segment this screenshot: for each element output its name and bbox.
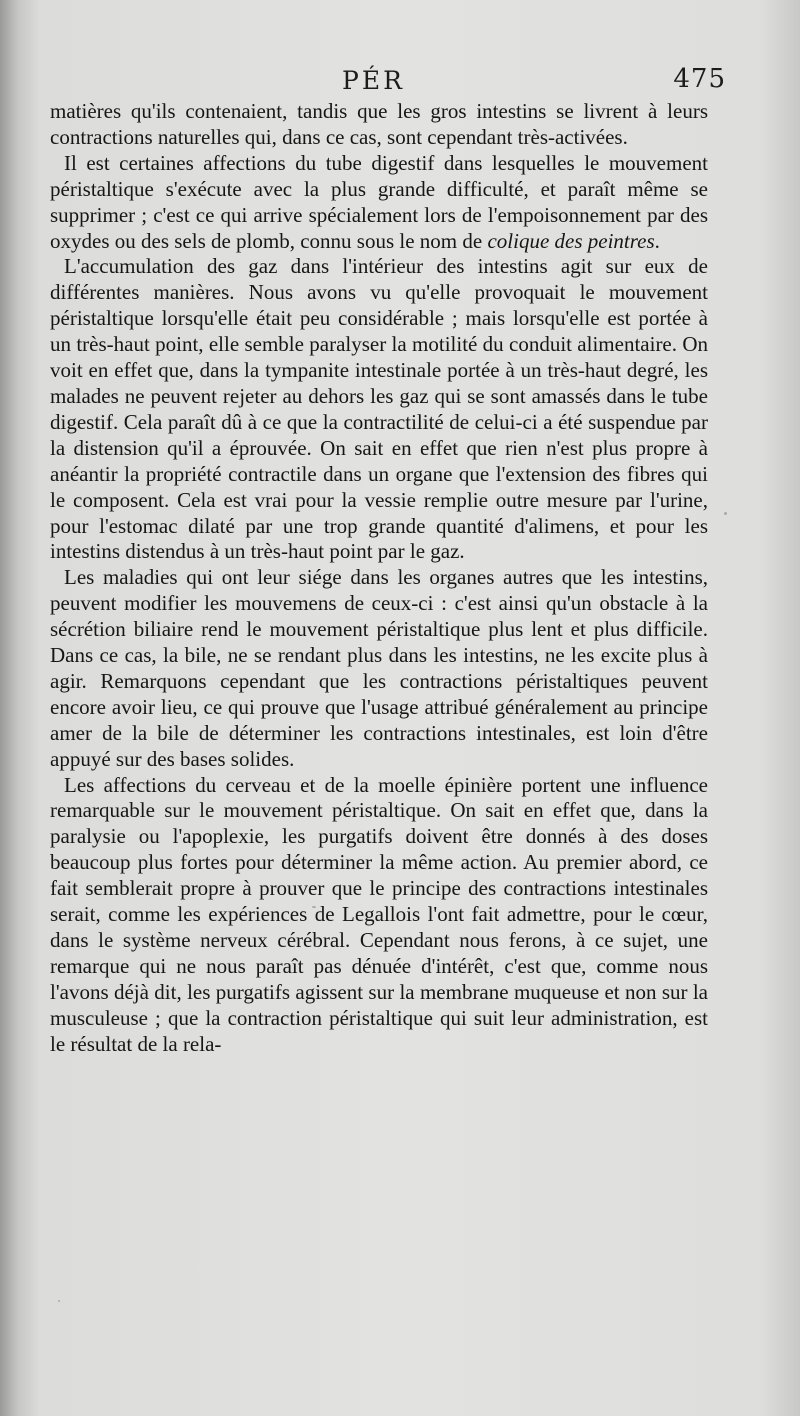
paragraph-2 [50,151,708,255]
running-head: PÉR [342,66,405,95]
ink-speck [312,906,316,908]
paragraph-5: Les affections du cerveau et de la moelle épinière portent une influence remarquable sur le mouvement péristaltique. On sait en effet que, dans la paralysie ou l'apoplexie, les purgatifs doivent être donnés à des doses beaucoup plus fortes pour déterminer la même action. Au premier abord, ce fait semblerait propre à prouver que le principe des contractions intestinales serait, comme les expériences de Legallois l'ont fait admettre, pour le cœur, dans le système nerveux cérébral. Cependant nous ferons, à ce sujet, une remarque qui ne nous paraît pas dénuée d'intérêt, c'est que, comme nous l'avons déjà dit, les purgatifs agissent sur la membrane muqueuse et non sur la musculeuse ; que la contraction péristaltique qui suit leur administration, est le résultat de la rela- [50,772,708,1056]
page-number: 475 [673,64,726,94]
page-header [50,62,726,98]
paragraph-1: matières qu'ils contenaient, tandis que les gros intestins se livrent à leurs contractions naturelles qui, dans ce cas, sont cependant très-activées. [50,99,708,149]
ink-speck [724,512,727,515]
paragraph-4: Les maladies qui ont leur siége dans les organes autres que les intestins, peuvent modifier les mouvemens de ceux-ci : c'est ainsi qu'un obstacle à la sécrétion biliaire rend le mouvement péristaltique plus lent et plus difficile. Dans ce cas, la bile, ne se rendant plus dans les intestins, ne les excite plus à agir. Remarquons cependant que les contractions péristaltiques peuvent encore avoir lieu, ce qui prouve que l'usage attribué généralement au principe amer de la bile de déterminer les contractions intestinales, est loin d'être appuyé sur des bases solides. [50,565,708,771]
paragraph-2-text: Il est certaines affections du tube digestif dans lesquelles le mouvement péristaltique s'exécute avec la plus grande difficulté, et paraît même se supprimer ; c'est ce qui arrive spécialement lors de l'empoisonnement par des oxydes ou des sels de plomb, connu sous le nom de [50,150,708,253]
paragraph-3: L'accumulation des gaz dans l'intérieur des intestins agit sur eux de différentes manières. Nous avons vu qu'elle provoquait le mouvement péristaltique lorsqu'elle était peu considérable ; mais lorsqu'elle est portée à un très-haut point, elle semble paralyser la motilité du conduit alimentaire. On voit en effet que, dans la tympanite intestinale portée à un très-haut degré, les malades ne peuvent rejeter au dehors les gaz qui se sont amassés dans le tube digestif. Cela paraît dû à ce que la contractilité de celui-ci a été suspendue par la distension qu'il a éprouvée. On sait en effet que rien n'est plus propre à anéantir la propriété contractile dans un organe que l'extension des fibres qui le composent. Cela est vrai pour la vessie remplie outre mesure par l'urine, pour l'estomac dilaté par une trop grande quantité d'alimens, et pour les intestins distendus à un très-haut point par le gaz. [50,254,708,564]
paragraph-2-end: . [654,228,660,253]
paragraph-2-italic-term: colique des peintres [487,228,655,253]
body-text [50,99,708,1058]
ink-speck [58,1300,60,1302]
